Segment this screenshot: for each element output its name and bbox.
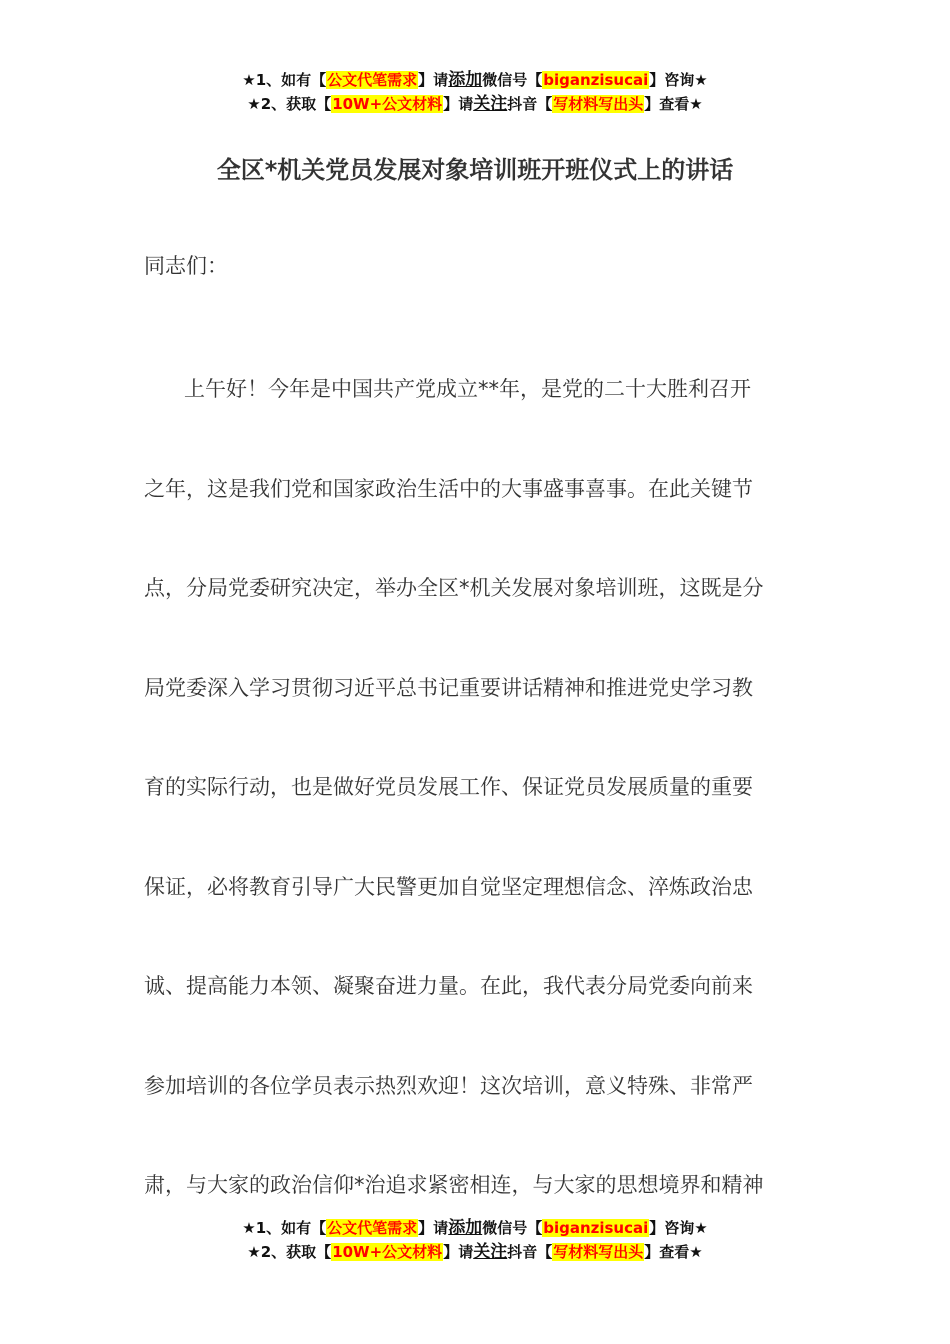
document-greeting: 同志们： xyxy=(144,254,228,278)
banner-line2-emphasis: 关注 xyxy=(473,94,508,114)
banner-line1-prefix: ★1、如有【 xyxy=(242,71,327,89)
footer-line1-prefix: ★1、如有【 xyxy=(242,1219,327,1237)
paragraph-line: 局党委深入学习贯彻习近平总书记重要讲话精神和推进党史学习教 xyxy=(144,675,753,700)
paragraph-line: 之年，这是我们党和国家政治生活中的大事盛事喜事。在此关键节 xyxy=(144,476,753,501)
banner-line-1 xyxy=(0,68,950,92)
footer-line2-mid2: 抖音【 xyxy=(507,1243,553,1261)
footer-banner-line-1 xyxy=(0,1216,950,1240)
footer-line1-emphasis: 添加 xyxy=(448,1218,483,1238)
banner-line2-mid2: 抖音【 xyxy=(507,95,553,113)
paragraph-line: 保证，必将教育引导广大民警更加自觉坚定理想信念、淬炼政治忠 xyxy=(144,874,753,899)
footer-line1-mid: 】请 xyxy=(418,1219,449,1237)
footer-line1-mid2: 微信号【 xyxy=(482,1219,543,1237)
document-title: 全区*机关党员发展对象培训班开班仪式上的讲话 xyxy=(216,156,734,184)
footer-ad-banner xyxy=(0,1216,950,1264)
header-ad-banner xyxy=(0,68,950,116)
paragraph-line: 诚、提高能力本领、凝聚奋进力量。在此，我代表分局党委向前来 xyxy=(144,974,753,998)
footer-line1-highlight-wechat: biganzisucai xyxy=(543,1219,649,1237)
banner-line2-suffix: 】查看★ xyxy=(644,95,703,113)
banner-line1-suffix: 】咨询★ xyxy=(649,71,708,89)
paragraph-line: 育的实际行动，也是做好党员发展工作、保证党员发展质量的重要 xyxy=(144,775,753,799)
footer-line1-suffix: 】咨询★ xyxy=(649,1219,708,1237)
banner-line2-prefix: ★2、获取【 xyxy=(247,95,332,113)
paragraph-line: 肃，与大家的政治信仰*治追求紧密相连，与大家的思想境界和精神 xyxy=(144,1173,764,1197)
banner-line1-mid: 】请 xyxy=(418,71,449,89)
banner-line2-highlight-materials: 10W+公文材料 xyxy=(332,95,443,113)
paragraph-line: 上午好！今年是中国共产党成立**年，是党的二十大胜利召开 xyxy=(184,377,751,401)
banner-line2-mid: 】请 xyxy=(443,95,474,113)
footer-line2-suffix: 】查看★ xyxy=(644,1243,703,1261)
banner-line-2 xyxy=(0,92,950,116)
paragraph-line: 点，分局党委研究决定，举办全区*机关发展对象培训班，这既是分 xyxy=(144,576,764,600)
banner-line1-mid2: 微信号【 xyxy=(482,71,543,89)
footer-banner-line-2 xyxy=(0,1240,950,1264)
footer-line2-mid: 】请 xyxy=(443,1243,474,1261)
banner-line1-highlight-service: 公文代笔需求 xyxy=(327,71,418,89)
footer-line1-highlight-service: 公文代笔需求 xyxy=(327,1219,418,1237)
document-paragraph xyxy=(144,340,808,1236)
footer-line2-highlight-materials: 10W+公文材料 xyxy=(332,1243,443,1261)
footer-line2-emphasis: 关注 xyxy=(473,1242,508,1262)
banner-line2-highlight-douyin: 写材料写出头 xyxy=(553,95,644,113)
footer-line2-highlight-douyin: 写材料写出头 xyxy=(553,1243,644,1261)
banner-line1-emphasis: 添加 xyxy=(448,70,483,90)
banner-line1-highlight-wechat: biganzisucai xyxy=(543,71,649,89)
paragraph-line: 参加培训的各位学员表示热烈欢迎！这次培训，意义特殊、非常严 xyxy=(144,1073,753,1098)
footer-line2-prefix: ★2、获取【 xyxy=(247,1243,332,1261)
